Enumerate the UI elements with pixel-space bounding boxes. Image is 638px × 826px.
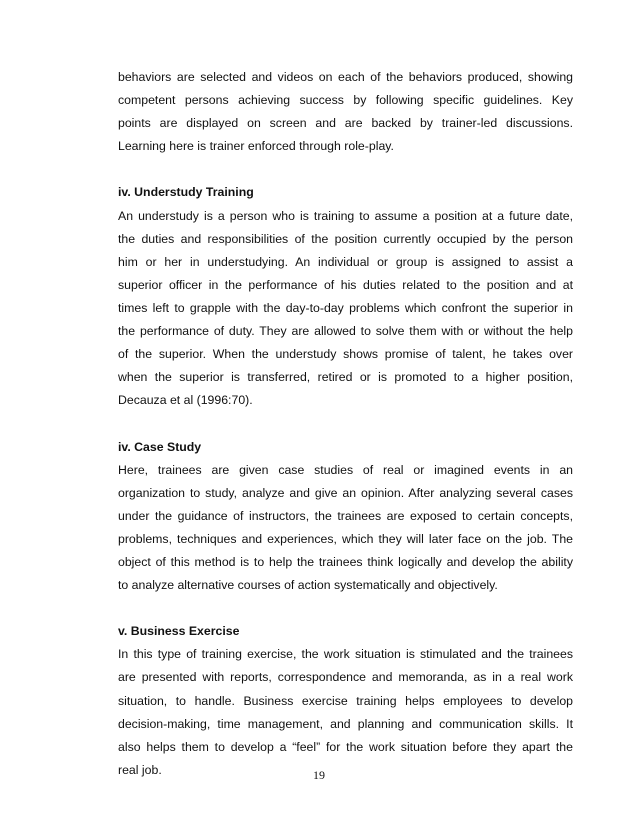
paragraph-spacer — [118, 597, 573, 620]
paragraph-line: times left to grapple with the day-to-day problems which confront the superior in — [118, 300, 573, 315]
section-understudy-training — [118, 181, 573, 412]
section-heading: v. Business Exercise — [118, 624, 240, 639]
paragraph-line: real job. — [118, 762, 162, 777]
paragraph-line: Decauza et al (1996:70). — [118, 393, 253, 408]
paragraph-line: An understudy is a person who is training to assume a position at a future date, — [118, 208, 573, 223]
page-number: 19 — [313, 768, 325, 782]
paragraph-line: superior officer in the performance of his duties related to the position and at — [118, 277, 573, 292]
paragraph-line: points are displayed on screen and are backed by trainer-led discussions. — [118, 116, 573, 131]
section-case-study — [118, 436, 573, 598]
paragraph-line: object of this method is to help the trainees think logically and develop the ability — [118, 554, 573, 569]
paragraph-line: behaviors are selected and videos on each of the behaviors produced, showing — [118, 70, 573, 84]
page-content — [118, 66, 573, 782]
paragraph-line: when the superior is transferred, retired or is promoted to a higher position, — [118, 370, 573, 385]
paragraph-line: decision-making, time management, and planning and communication skills. It — [118, 716, 573, 731]
section-heading: iv. Case Study — [118, 439, 202, 454]
paragraph-line: In this type of training exercise, the work situation is stimulated and the trainees — [118, 647, 573, 662]
paragraph-line: also helps them to develop a “feel” for the work situation before they apart the — [118, 739, 573, 754]
paragraph-line: Here, trainees are given case studies of real or imagined events in an — [118, 462, 573, 477]
paragraph-line: problems, techniques and experiences, which they will later face on the job. The — [118, 531, 573, 546]
paragraph-line: of the superior. When the understudy shows promise of talent, he takes over — [118, 347, 573, 362]
paragraph-line: under the guidance of instructors, the trainees are exposed to certain concepts, — [118, 508, 573, 523]
intro-paragraph — [118, 66, 573, 158]
paragraph-line: competent persons achieving success by following specific guidelines. Key — [118, 93, 573, 108]
section-business-exercise — [118, 620, 573, 782]
paragraph-line: to analyze alternative courses of action systematically and objectively. — [118, 578, 498, 593]
paragraph-spacer — [118, 412, 573, 435]
paragraph-spacer — [118, 158, 573, 181]
section-heading: iv. Understudy Training — [118, 185, 254, 200]
paragraph-line: the duties and responsibilities of the position currently occupied by the person — [118, 231, 573, 246]
paragraph-line: Learning here is trainer enforced through role-play. — [118, 139, 394, 154]
paragraph-line: him or her in understudying. An individual or group is assigned to assist a — [118, 254, 573, 269]
paragraph-line: are presented with reports, correspondence and memoranda, as in a real work — [118, 670, 573, 685]
paragraph-line: organization to study, analyze and give an opinion. After analyzing several cases — [118, 485, 573, 500]
paragraph-line: situation, to handle. Business exercise training helps employees to develop — [118, 693, 573, 708]
paragraph-line: the performance of duty. They are allowed to solve them with or without the help — [118, 324, 573, 339]
